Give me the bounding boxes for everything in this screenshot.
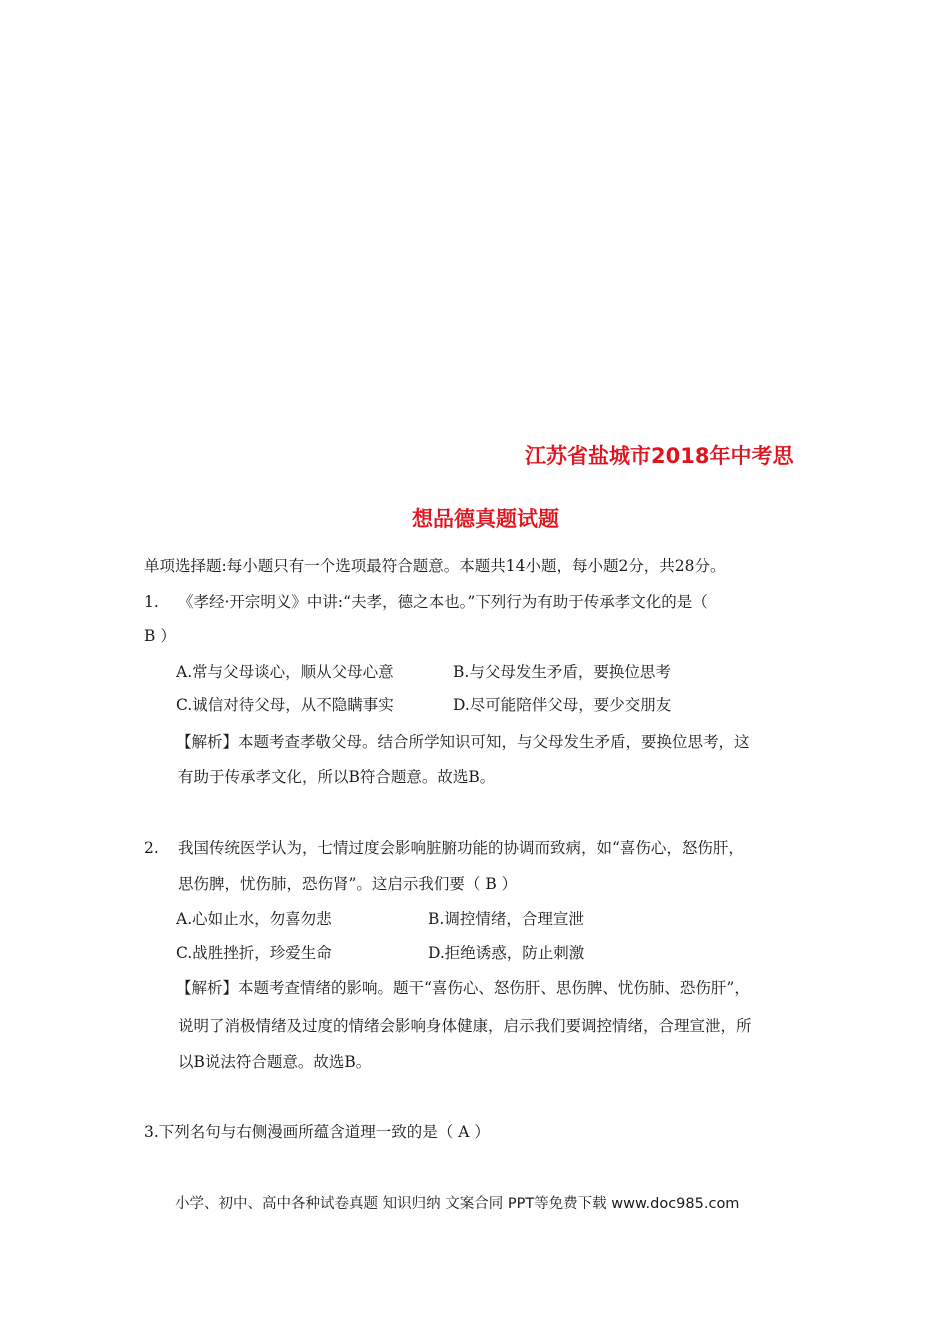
option-c: C.战胜挫折，珍爱生命	[176, 944, 332, 962]
option-b: B.与父母发生矛盾，要换位思考	[453, 663, 671, 681]
doc-title-line-1: 江苏省盐城市2018年中考思	[525, 444, 794, 468]
question-number: 1.	[144, 593, 159, 611]
option-c: C.诚信对待父母，从不隐瞒事实	[176, 696, 394, 714]
option-d: D.尽可能陪伴父母，要少交朋友	[453, 696, 672, 714]
question-number: 2.	[144, 839, 159, 857]
option-d: D.拒绝诱惑，防止刺激	[428, 944, 585, 962]
question-stem-cont: 思伤脾，忧伤肺，恐伤肾”。这启示我们要（ B ）	[178, 875, 518, 893]
question-stem-cont: B ）	[144, 627, 176, 645]
question-3-stem: 3.下列名句与右侧漫画所蕴含道理一致的是（ A ）	[144, 1123, 490, 1141]
option-b: B.调控情绪，合理宣泄	[428, 910, 584, 928]
page-footer: 小学、初中、高中各种试卷真题 知识归纳 文案合同 PPT等免费下载 www.doc985.com	[175, 1196, 740, 1212]
section-instructions: 单项选择题:每小题只有一个选项最符合题意。本题共14小题，每小题2分，共28分。	[144, 557, 726, 575]
doc-title-line-2: 想品德真题试题	[412, 507, 559, 531]
question-stem: 《孝经·开宗明义》中讲:“夫孝，德之本也。”下列行为有助于传承孝文化的是（	[178, 593, 708, 611]
analysis: 【解析】本题考查孝敬父母。结合所学知识可知，与父母发生矛盾，要换位思考，这	[176, 733, 750, 751]
option-a: A.心如止水，勿喜勿悲	[176, 910, 332, 928]
analysis-cont-2: 以B说法符合题意。故选B。	[178, 1053, 372, 1071]
option-a: A.常与父母谈心，顺从父母心意	[176, 663, 394, 681]
analysis-cont: 有助于传承孝文化，所以B符合题意。故选B。	[178, 768, 496, 786]
question-stem: 我国传统医学认为，七情过度会影响脏腑功能的协调而致病，如“喜伤心，怒伤肝，	[178, 839, 744, 857]
analysis: 【解析】本题考查情绪的影响。题干“喜伤心、怒伤肝、思伤脾、忧伤肺、恐伤肝”，	[176, 979, 750, 997]
analysis-cont: 说明了消极情绪及过度的情绪会影响身体健康，启示我们要调控情绪，合理宣泄，所	[178, 1017, 752, 1035]
